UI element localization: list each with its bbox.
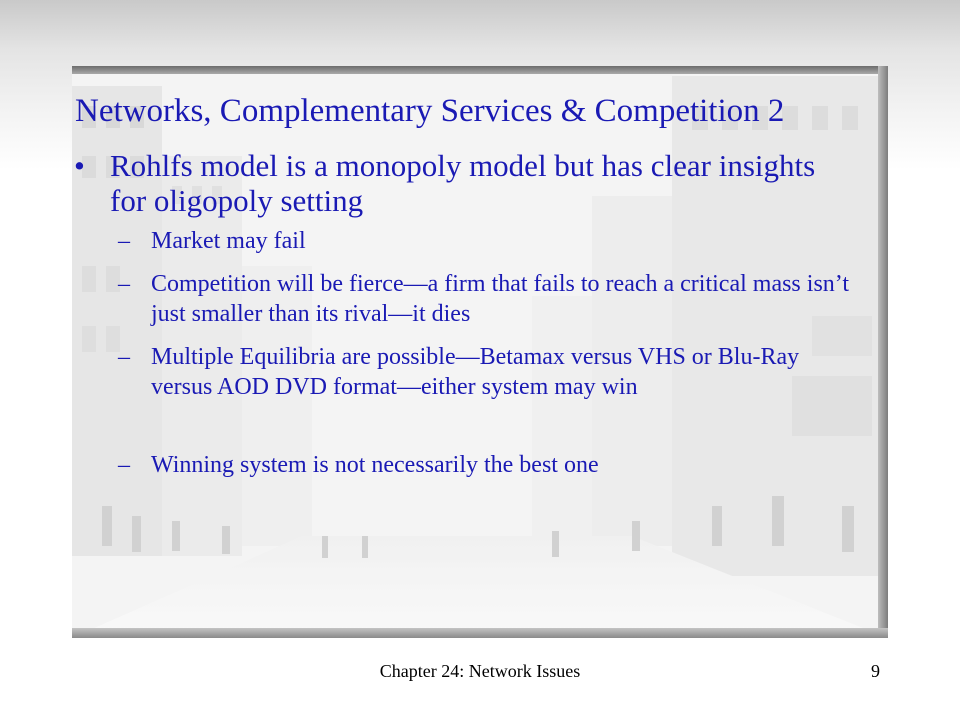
- slide-title: Networks, Complementary Services & Competition 2: [75, 93, 785, 129]
- sub-item-dash: –: [118, 228, 130, 254]
- panel-border-bottom: [72, 628, 888, 638]
- sub-item-dash: –: [118, 271, 130, 297]
- sub-item-text: Market may fail: [151, 228, 306, 254]
- sub-item-dash: –: [118, 344, 130, 370]
- panel-border-right: [878, 66, 888, 638]
- sub-item-text: Multiple Equilibria are possible—Betamax versus VHS or Blu-Ray versus AOD DVD format—either system may win: [151, 344, 800, 400]
- bullet-text: Rohlfs model is a monopoly model but has clear insights for oligopoly setting: [110, 148, 816, 218]
- panel-border-top: [72, 66, 888, 74]
- sub-item-text: Winning system is not necessarily the best one: [151, 452, 599, 478]
- bullet-marker: •: [74, 148, 85, 183]
- page-number: 9: [871, 661, 880, 681]
- sub-item-dash: –: [118, 452, 130, 478]
- footer-chapter-label: Chapter 24: Network Issues: [379, 661, 581, 681]
- sub-item-text: Competition will be fierce—a firm that fails to reach a critical mass isn’t just smaller than its rival—it dies: [151, 271, 850, 327]
